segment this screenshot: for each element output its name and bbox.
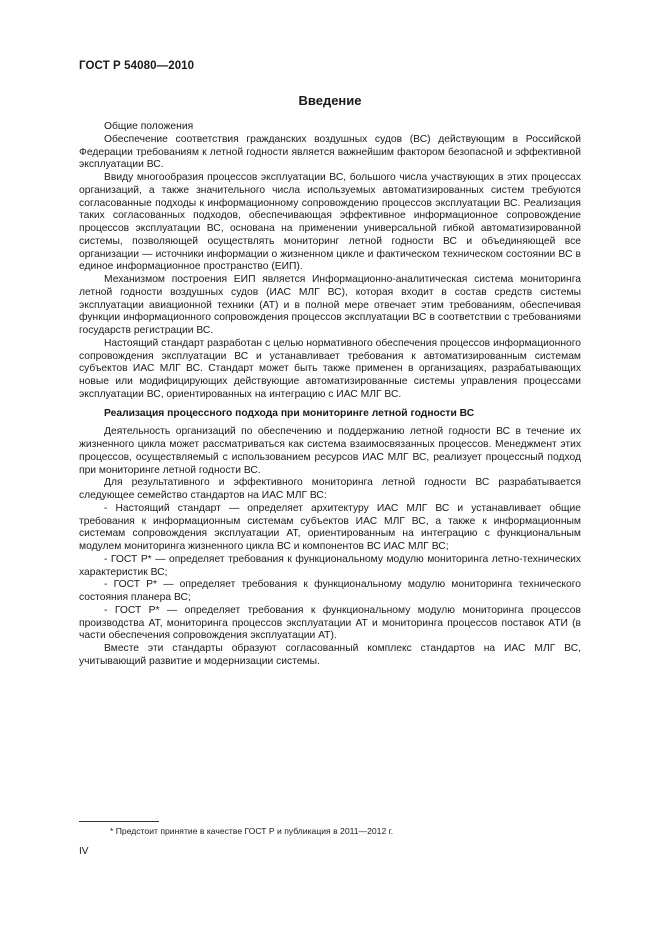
footnote-divider (79, 821, 159, 822)
page-number: IV (79, 846, 89, 857)
document-header: ГОСТ Р 54080—2010 (79, 60, 195, 72)
paragraph: Обеспечение соответствия гражданских воздушных судов (ВС) действующим в Российской Федерации требованиям к летной годности является важнейшим фактором безопасной и эффективной эксплуатации ВС. (79, 133, 581, 171)
list-item: - ГОСТ Р* — определяет требования к функциональному модулю мониторинга летно-технических характеристик ВС; (79, 553, 581, 578)
section-title: Введение (298, 93, 362, 108)
list-item: - Настоящий стандарт — определяет архитектуру ИАС МЛГ ВС и устанавливает общие требования к информационным системам субъектов ИАС МЛГ ВС, а также к информационным системам сопровождения эксплуатации АТ, ориентированным на интеграцию с функциональным модулем мониторинга жизненного цикла ВС и компонентов ВС ИАС МЛГ ВС; (79, 502, 581, 552)
paragraph: Деятельность организаций по обеспечению и поддержанию летной годности ВС в течение их жизненного цикла может рассматриваться как система взаимосвязанных процессов. Менеджмент этих процессов, осуществляемый с использованием ресурсов ИАС МЛГ ВС, реализует процессный подход при мониторинге летной годности ВС. (79, 426, 581, 476)
list-item: - ГОСТ Р* — определяет требования к функциональному модулю мониторинга технического состояния планера ВС; (79, 579, 581, 603)
body-text (79, 121, 581, 669)
paragraph: Вместе эти стандарты образуют согласованный комплекс стандартов на ИАС МЛГ ВС, учитывающий развитие и модернизации системы. (79, 643, 581, 667)
subsection-heading: Реализация процессного подхода при мониторинге летной годности ВС (104, 407, 475, 419)
paragraph: Настоящий стандарт разработан с целью нормативного обеспечения процессов информационного сопровождения эксплуатации ВС и устанавливает требования к автоматизированным системам субъектов ИАС МЛГ ВС. Стандарт может быть также применен в организациях, разрабатывающих новые или модифицирующих действующие автоматизированные системы управления процессами эксплуатации ВС, ориентированных на интеграцию с ИАС МЛГ ВС. (79, 337, 581, 400)
paragraph: Для результативного и эффективного мониторинга летной годности ВС разрабатывается следующее семейство стандартов на ИАС МЛГ ВС: (79, 477, 581, 501)
list-item: - ГОСТ Р* — определяет требования к функциональному модулю мониторинга процессов производства АТ, мониторинга процессов эксплуатации АТ и мониторинга процессов поставок АТИ (в части обеспечения сопровождения эксплуатации АТ). (79, 604, 581, 642)
footnote: * Предстоит принятие в качестве ГОСТ Р и публикация в 2011—2012 г. (110, 826, 394, 836)
paragraph: Механизмом построения ЕИП является Информационно-аналитическая система мониторинга летной годности воздушных судов (ИАС МЛГ ВС), которая входит в состав средств системы эксплуатации авиационной техники (АТ) и в полной мере отвечает этим требованиям, обеспечивая функции информационного сопровождения процессов эксплуатации ВС в соответствии с требованиями государств регистрации ВС. (79, 274, 581, 336)
paragraph: Общие положения (104, 121, 194, 132)
paragraph: Ввиду многообразия процессов эксплуатации ВС, большого числа участвующих в этих процессах организаций, а также значительного числа используемых автоматизированных систем требуются согласованные подходы к информационному сопровождению процессов эксплуатации ВС. Реализация таких согласованных подходов, обеспечивающая эффективное информационное сопровождение процессов эксплуатации ВС, основана на применении универсальной гибкой автоматизированной системы, позволяющей осуществлять мониторинг летной годности ВС и объединяющей все организации — источники информации о жизненном цикле и фактическом техническом состоянии ВС в единое информационное пространство (ЕИП). (79, 172, 581, 273)
